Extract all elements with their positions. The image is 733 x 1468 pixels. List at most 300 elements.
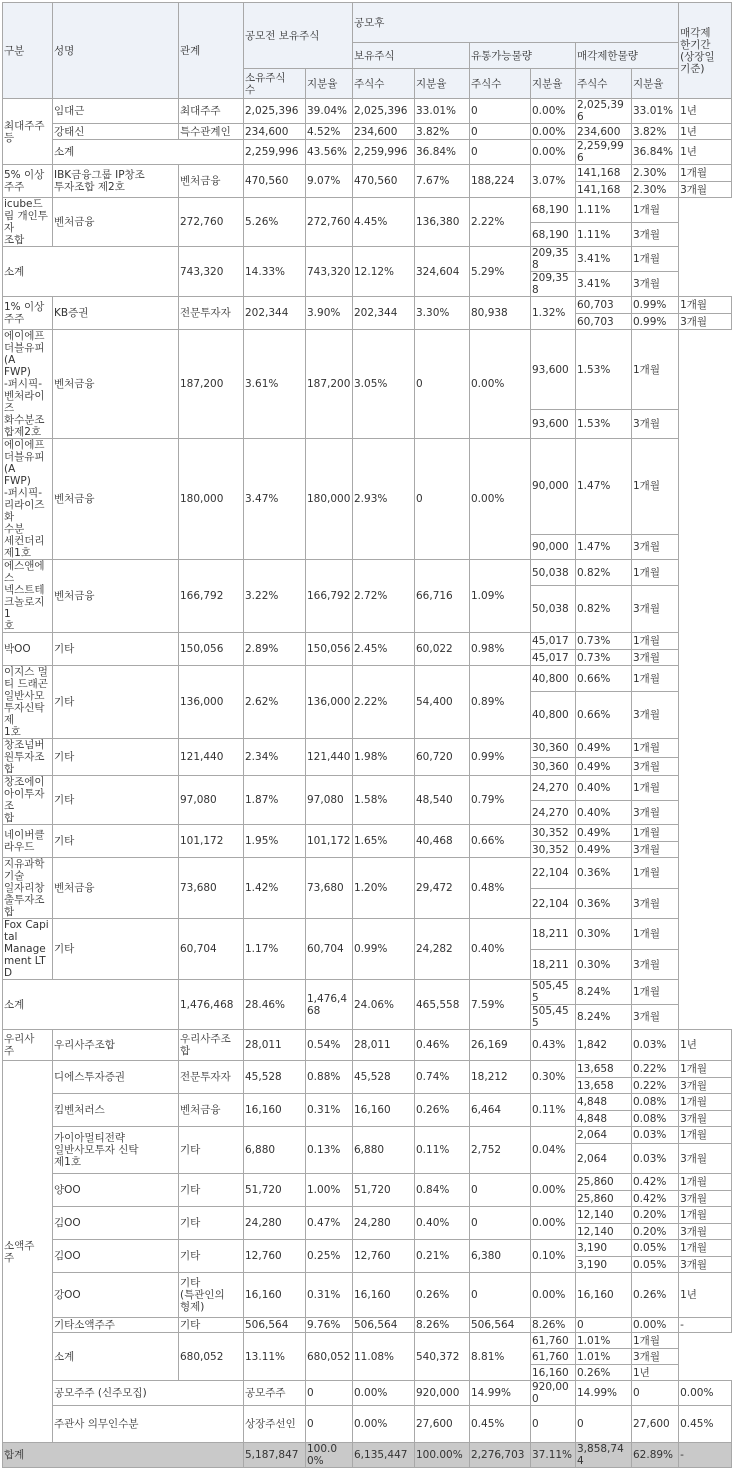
- table-row: [3, 666, 732, 692]
- table-cell: 3개월: [679, 1078, 732, 1094]
- table-cell: 창조에이아이투자조 합: [3, 776, 53, 825]
- table-cell: 28.46%: [244, 980, 306, 1030]
- table-cell: 16,160: [576, 1273, 632, 1318]
- table-cell: 1.53%: [576, 330, 632, 410]
- table-cell: 3,190: [576, 1257, 632, 1273]
- table-cell: 0: [470, 1174, 531, 1207]
- table-cell: 1.87%: [244, 776, 306, 825]
- table-cell: 0.82%: [576, 586, 632, 633]
- table-cell: 8.24%: [576, 1005, 632, 1030]
- table-cell: 1.20%: [353, 858, 415, 919]
- table-cell: Fox Capital Management LTD: [3, 919, 53, 980]
- table-cell: 30,352: [531, 842, 576, 858]
- table-cell: 4,848: [576, 1094, 632, 1111]
- table-cell: 0: [531, 1406, 576, 1443]
- table-cell: 60,720: [415, 739, 470, 776]
- table-cell: 3.41%: [576, 272, 632, 297]
- table-row: [3, 140, 732, 165]
- table-cell: 소계: [3, 247, 179, 297]
- table-cell: 505,455: [531, 980, 576, 1005]
- table-cell: 5.29%: [470, 247, 531, 297]
- table-cell: 0.98%: [470, 633, 531, 666]
- table-cell: 1개월: [632, 560, 679, 586]
- table-cell: 3개월: [679, 1111, 732, 1127]
- table-cell: 0.31%: [306, 1273, 353, 1318]
- table-cell: 4,848: [576, 1111, 632, 1127]
- table-cell: 0: [632, 1381, 679, 1406]
- table-cell: 0.30%: [576, 919, 632, 950]
- table-cell: 188,224: [470, 165, 531, 198]
- table-cell: 3개월: [632, 889, 679, 919]
- table-cell: 61,760: [531, 1349, 576, 1365]
- table-cell: 4.52%: [306, 124, 353, 140]
- table-cell: 0.03%: [632, 1144, 679, 1174]
- table-cell: 3개월: [632, 272, 679, 297]
- table-cell: 전문투자자: [179, 297, 244, 330]
- table-cell: 24,270: [531, 801, 576, 825]
- table-cell: 136,000: [179, 666, 244, 739]
- table-cell: 60,703: [576, 297, 632, 314]
- table-cell: KB증권: [53, 297, 179, 330]
- table-cell: 51,720: [244, 1174, 306, 1207]
- table-cell: 506,564: [470, 1318, 531, 1333]
- table-cell: 45,017: [531, 633, 576, 650]
- table-cell: 0.36%: [576, 858, 632, 889]
- table-cell: 벤처금융: [53, 560, 179, 633]
- table-cell: 0.40%: [576, 776, 632, 801]
- table-cell: 1.53%: [576, 410, 632, 439]
- table-cell: 100.00%: [415, 1443, 470, 1468]
- table-cell: 8.81%: [470, 1333, 531, 1381]
- table-cell: 0.45%: [679, 1406, 732, 1443]
- table-cell: 기타: [53, 919, 179, 980]
- table-cell: 743,320: [306, 247, 353, 297]
- table-cell: 8.24%: [576, 980, 632, 1005]
- table-cell: 1개월: [632, 980, 679, 1005]
- table-cell: 166,792: [306, 560, 353, 633]
- table-cell: 3.07%: [531, 165, 576, 198]
- table-cell: 6,464: [470, 1094, 531, 1127]
- table-cell: 1.47%: [576, 534, 632, 559]
- table-cell: 100.00%: [306, 1443, 353, 1468]
- table-cell: 0: [576, 1318, 632, 1333]
- table-cell: 920,000: [531, 1381, 576, 1406]
- table-cell: 187,200: [306, 330, 353, 439]
- header-lockup-period: 매각제 한기간 (상장일 기준): [679, 3, 732, 99]
- table-cell: 50,038: [531, 560, 576, 586]
- header-restricted-volume: 매각제한물량: [576, 43, 679, 69]
- table-cell: 0.40%: [576, 801, 632, 825]
- table-cell: 3.61%: [244, 330, 306, 439]
- table-cell: 8.26%: [415, 1318, 470, 1333]
- table-cell: 0.73%: [576, 633, 632, 650]
- table-cell: 80,938: [470, 297, 531, 330]
- table-cell: 2,259,996: [576, 140, 632, 165]
- table-cell: 0.00%: [679, 1381, 732, 1406]
- table-cell: 18,211: [531, 919, 576, 950]
- table-cell: 141,168: [576, 182, 632, 198]
- table-cell: 이지스 멀티 드래곤 일반사모투자신탁 제 1호: [3, 666, 53, 739]
- table-cell: 0.20%: [632, 1224, 679, 1240]
- table-cell: 0.00%: [470, 439, 531, 560]
- table-cell: 12,760: [353, 1240, 415, 1273]
- table-cell: 101,172: [179, 825, 244, 858]
- table-cell: 2.22%: [353, 666, 415, 739]
- table-cell: 121,440: [179, 739, 244, 776]
- table-cell: 209,358: [531, 247, 576, 272]
- table-row: [3, 165, 732, 182]
- table-cell: 1,476,468: [306, 980, 353, 1030]
- table-cell: 68,190: [531, 223, 576, 247]
- table-cell: 93,600: [531, 410, 576, 439]
- table-cell: 234,600: [576, 124, 632, 140]
- table-cell: 기타: [179, 1207, 244, 1240]
- table-cell: 920,000: [415, 1381, 470, 1406]
- table-cell: 기타: [53, 633, 179, 666]
- table-cell: 2,025,396: [244, 99, 306, 124]
- table-cell: 0.99%: [632, 297, 679, 314]
- table-cell: 0.40%: [415, 1207, 470, 1240]
- table-cell: 5,187,847: [244, 1443, 306, 1468]
- table-cell: 3.05%: [353, 330, 415, 439]
- table-cell: icube드림 개인투자 조합: [3, 198, 53, 247]
- table-cell: 16,160: [244, 1273, 306, 1318]
- table-cell: 0.22%: [632, 1078, 679, 1094]
- table-cell: 3개월: [632, 1349, 679, 1365]
- table-cell: 양OO: [53, 1174, 179, 1207]
- table-cell: 1,476,468: [179, 980, 244, 1030]
- table-cell: 13,658: [576, 1078, 632, 1094]
- table-cell: 3개월: [632, 1005, 679, 1030]
- header-relation: 관계: [179, 3, 244, 99]
- table-cell: 기타 (특관인의 형제): [179, 1273, 244, 1318]
- table-cell: 0.00%: [531, 1273, 576, 1318]
- table-cell: 14.33%: [244, 247, 306, 297]
- table-cell: 1.65%: [353, 825, 415, 858]
- table-row: [3, 1406, 732, 1443]
- table-cell: 0: [415, 330, 470, 439]
- table-cell: 벤처금융: [179, 1094, 244, 1127]
- total-row: [3, 1443, 732, 1468]
- table-cell: 0.42%: [632, 1191, 679, 1207]
- table-cell: 2,025,396: [576, 99, 632, 124]
- table-cell: 3개월: [632, 534, 679, 559]
- header-tradable-volume: 유통가능물량: [470, 43, 576, 69]
- table-cell: 37.11%: [531, 1443, 576, 1468]
- table-cell: 1개월: [679, 165, 732, 182]
- table-row: [3, 1061, 732, 1078]
- table-cell: 0.26%: [632, 1273, 679, 1318]
- table-cell: 우리사 주: [3, 1030, 53, 1061]
- table-cell: 136,000: [306, 666, 353, 739]
- header-category: 구분: [3, 3, 53, 99]
- table-cell: 66,716: [415, 560, 470, 633]
- table-cell: 0: [415, 439, 470, 560]
- table-cell: 73,680: [306, 858, 353, 919]
- table-cell: 1개월: [679, 1094, 732, 1111]
- header-shares: 주식수: [353, 69, 415, 99]
- table-cell: 3개월: [679, 314, 732, 330]
- table-cell: 1개월: [632, 330, 679, 410]
- table-cell: 40,800: [531, 666, 576, 692]
- table-cell: 0.25%: [306, 1240, 353, 1273]
- table-cell: 136,380: [415, 198, 470, 247]
- table-cell: 0.43%: [531, 1030, 576, 1061]
- header-ratio: 지분율: [531, 69, 576, 99]
- table-cell: 16,160: [244, 1094, 306, 1127]
- table-cell: 벤처금융: [179, 165, 244, 198]
- table-cell: 디에스투자증권: [53, 1061, 179, 1094]
- header-shares: 주식수: [470, 69, 531, 99]
- table-cell: 12,140: [576, 1207, 632, 1224]
- table-cell: 8.26%: [531, 1318, 576, 1333]
- table-cell: 0.10%: [531, 1240, 576, 1273]
- shareholder-lockup-table: [2, 2, 732, 1468]
- table-cell: 0.00%: [531, 1174, 576, 1207]
- table-cell: 0.11%: [415, 1127, 470, 1174]
- table-cell: 24.06%: [353, 980, 415, 1030]
- header-ratio: 지분율: [306, 69, 353, 99]
- table-cell: 24,280: [244, 1207, 306, 1240]
- table-row: [3, 439, 732, 535]
- table-cell: 93,600: [531, 330, 576, 410]
- header-before-ipo: 공모전 보유주식: [244, 3, 353, 69]
- table-cell: 202,344: [353, 297, 415, 330]
- table-cell: 61,760: [531, 1333, 576, 1349]
- table-cell: 40,800: [531, 692, 576, 739]
- table-cell: 26,169: [470, 1030, 531, 1061]
- table-cell: 합계: [3, 1443, 244, 1468]
- table-cell: 0.45%: [470, 1406, 531, 1443]
- table-cell: 97,080: [306, 776, 353, 825]
- table-cell: 506,564: [244, 1318, 306, 1333]
- table-cell: 0.11%: [531, 1094, 576, 1127]
- table-cell: 0.66%: [576, 692, 632, 739]
- table-cell: 0.49%: [576, 842, 632, 858]
- table-cell: 0.99%: [632, 314, 679, 330]
- table-row: [3, 1318, 732, 1333]
- table-cell: 470,560: [353, 165, 415, 198]
- table-cell: 25,860: [576, 1174, 632, 1191]
- table-cell: 97,080: [179, 776, 244, 825]
- table-cell: 1개월: [632, 825, 679, 842]
- table-cell: 3개월: [632, 223, 679, 247]
- table-row: [3, 1094, 732, 1111]
- table-cell: 62.89%: [632, 1443, 679, 1468]
- table-cell: 1개월: [632, 633, 679, 650]
- table-cell: 1개월: [632, 247, 679, 272]
- table-cell: 0.47%: [306, 1207, 353, 1240]
- table-cell: 121,440: [306, 739, 353, 776]
- table-cell: 1개월: [632, 666, 679, 692]
- table-cell: 3개월: [679, 1257, 732, 1273]
- table-row: [3, 776, 732, 801]
- table-row: [3, 919, 732, 950]
- table-cell: 0.88%: [306, 1061, 353, 1094]
- table-cell: 234,600: [244, 124, 306, 140]
- table-cell: 0.99%: [353, 919, 415, 980]
- table-cell: 강OO: [53, 1273, 179, 1318]
- table-cell: 14.99%: [576, 1381, 632, 1406]
- table-cell: 기타: [53, 739, 179, 776]
- table-cell: 48,540: [415, 776, 470, 825]
- table-cell: 0.00%: [531, 99, 576, 124]
- table-cell: 54,400: [415, 666, 470, 739]
- table-cell: 강태신: [53, 124, 179, 140]
- table-cell: 기타: [53, 776, 179, 825]
- table-cell: 0: [470, 140, 531, 165]
- table-cell: 3개월: [632, 692, 679, 739]
- table-cell: 상장주선인: [244, 1406, 306, 1443]
- table-cell: 0.42%: [632, 1174, 679, 1191]
- header-shares: 주식수: [576, 69, 632, 99]
- table-cell: 2.45%: [353, 633, 415, 666]
- table-cell: 1.11%: [576, 198, 632, 223]
- table-row: [3, 1240, 732, 1257]
- table-cell: 3개월: [679, 1191, 732, 1207]
- table-cell: 1개월: [679, 1240, 732, 1257]
- table-cell: 기타소액주주: [53, 1318, 179, 1333]
- table-cell: 540,372: [415, 1333, 470, 1381]
- table-cell: 최대주주: [179, 99, 244, 124]
- table-cell: IBK금융그룹 IP창조 투자조합 제2호: [53, 165, 179, 198]
- table-cell: 소계: [53, 140, 244, 165]
- table-row: [3, 198, 732, 223]
- table-cell: 9.76%: [306, 1318, 353, 1333]
- table-cell: 2.62%: [244, 666, 306, 739]
- table-cell: 1년: [679, 1030, 732, 1061]
- table-cell: 150,056: [306, 633, 353, 666]
- table-cell: 공모주주 (신주모집): [53, 1381, 244, 1406]
- table-cell: 1.42%: [244, 858, 306, 919]
- table-cell: 180,000: [179, 439, 244, 560]
- table-cell: 33.01%: [632, 99, 679, 124]
- table-cell: 40,468: [415, 825, 470, 858]
- table-row: [3, 99, 732, 124]
- table-row: [3, 739, 732, 758]
- table-cell: 1년: [679, 1273, 732, 1318]
- table-cell: 14.99%: [470, 1381, 531, 1406]
- table-cell: 9.07%: [306, 165, 353, 198]
- table-cell: 3,190: [576, 1240, 632, 1257]
- table-cell: 0.00%: [531, 140, 576, 165]
- table-cell: 0.00%: [531, 1207, 576, 1240]
- table-cell: 180,000: [306, 439, 353, 560]
- table-cell: 기타: [53, 666, 179, 739]
- header-name: 성명: [53, 3, 179, 99]
- table-cell: 2,276,703: [470, 1443, 531, 1468]
- table-row: [3, 1174, 732, 1191]
- table-row: [3, 980, 732, 1005]
- table-cell: 1.09%: [470, 560, 531, 633]
- table-cell: 0.00%: [632, 1318, 679, 1333]
- table-cell: 60,704: [306, 919, 353, 980]
- table-cell: 0.54%: [306, 1030, 353, 1061]
- table-cell: 324,604: [415, 247, 470, 297]
- table-row: [3, 124, 732, 140]
- table-cell: 1년: [632, 1365, 679, 1381]
- table-row: [3, 825, 732, 842]
- table-cell: 45,017: [531, 650, 576, 666]
- table-row: [3, 247, 732, 272]
- table-cell: 36.84%: [632, 140, 679, 165]
- table-cell: 3.22%: [244, 560, 306, 633]
- table-row: [3, 1273, 732, 1318]
- table-cell: 0: [306, 1406, 353, 1443]
- table-cell: 18,211: [531, 950, 576, 980]
- table-cell: 벤처금융: [53, 858, 179, 919]
- table-cell: 기타: [179, 1127, 244, 1174]
- table-cell: 0.00%: [470, 330, 531, 439]
- table-cell: 13.11%: [244, 1333, 306, 1381]
- table-cell: 13,658: [576, 1061, 632, 1078]
- table-cell: 1년: [679, 99, 732, 124]
- table-cell: 0.00%: [353, 1381, 415, 1406]
- table-cell: 0.66%: [576, 666, 632, 692]
- table-cell: 272,760: [179, 198, 244, 247]
- table-cell: 0.26%: [415, 1094, 470, 1127]
- table-cell: 0.00%: [531, 124, 576, 140]
- table-cell: 68,190: [531, 198, 576, 223]
- table-cell: 벤처금융: [53, 198, 179, 247]
- table-cell: 0.40%: [470, 919, 531, 980]
- table-cell: 소액주 주: [3, 1061, 53, 1443]
- table-cell: 1개월: [679, 1061, 732, 1078]
- table-cell: 2.22%: [470, 198, 531, 247]
- table-cell: 2.93%: [353, 439, 415, 560]
- table-row: [3, 1127, 732, 1144]
- table-cell: 네이버클라우드: [3, 825, 53, 858]
- table-cell: 기타: [53, 825, 179, 858]
- table-cell: 3.82%: [632, 124, 679, 140]
- table-cell: 3개월: [632, 758, 679, 776]
- table-cell: 2.30%: [632, 182, 679, 198]
- table-cell: 60,022: [415, 633, 470, 666]
- table-cell: 3.82%: [415, 124, 470, 140]
- table-cell: 0.49%: [576, 758, 632, 776]
- table-row: [3, 1030, 732, 1061]
- header-holding-shares: 보유주식: [353, 43, 470, 69]
- table-cell: 0.30%: [531, 1061, 576, 1094]
- table-cell: 0.21%: [415, 1240, 470, 1273]
- table-cell: 0: [470, 99, 531, 124]
- table-cell: 506,564: [353, 1318, 415, 1333]
- table-cell: 공모주주: [244, 1381, 306, 1406]
- table-cell: 28,011: [244, 1030, 306, 1061]
- table-cell: 90,000: [531, 439, 576, 535]
- table-cell: 51,720: [353, 1174, 415, 1207]
- table-cell: 기타: [179, 1174, 244, 1207]
- table-cell: 680,052: [179, 1333, 244, 1381]
- table-cell: -: [679, 1318, 732, 1333]
- table-cell: 0.26%: [576, 1365, 632, 1381]
- table-cell: 743,320: [179, 247, 244, 297]
- table-cell: 5.26%: [244, 198, 306, 247]
- table-cell: 0.00%: [353, 1406, 415, 1443]
- table-cell: 2,752: [470, 1127, 531, 1174]
- table-cell: 22,104: [531, 858, 576, 889]
- table-row: [3, 560, 732, 586]
- table-cell: 1개월: [632, 858, 679, 889]
- table-cell: 0.04%: [531, 1127, 576, 1174]
- table-cell: 141,168: [576, 165, 632, 182]
- table-cell: 벤처금융: [53, 330, 179, 439]
- table-cell: 6,880: [244, 1127, 306, 1174]
- table-cell: 소계: [3, 980, 179, 1030]
- table-cell: 에이에프더블유피(A FWP) -퍼시픽-벤처라이즈 화수분조합제2호: [3, 330, 53, 439]
- table-cell: 3.47%: [244, 439, 306, 560]
- table-cell: 기타: [179, 1318, 244, 1333]
